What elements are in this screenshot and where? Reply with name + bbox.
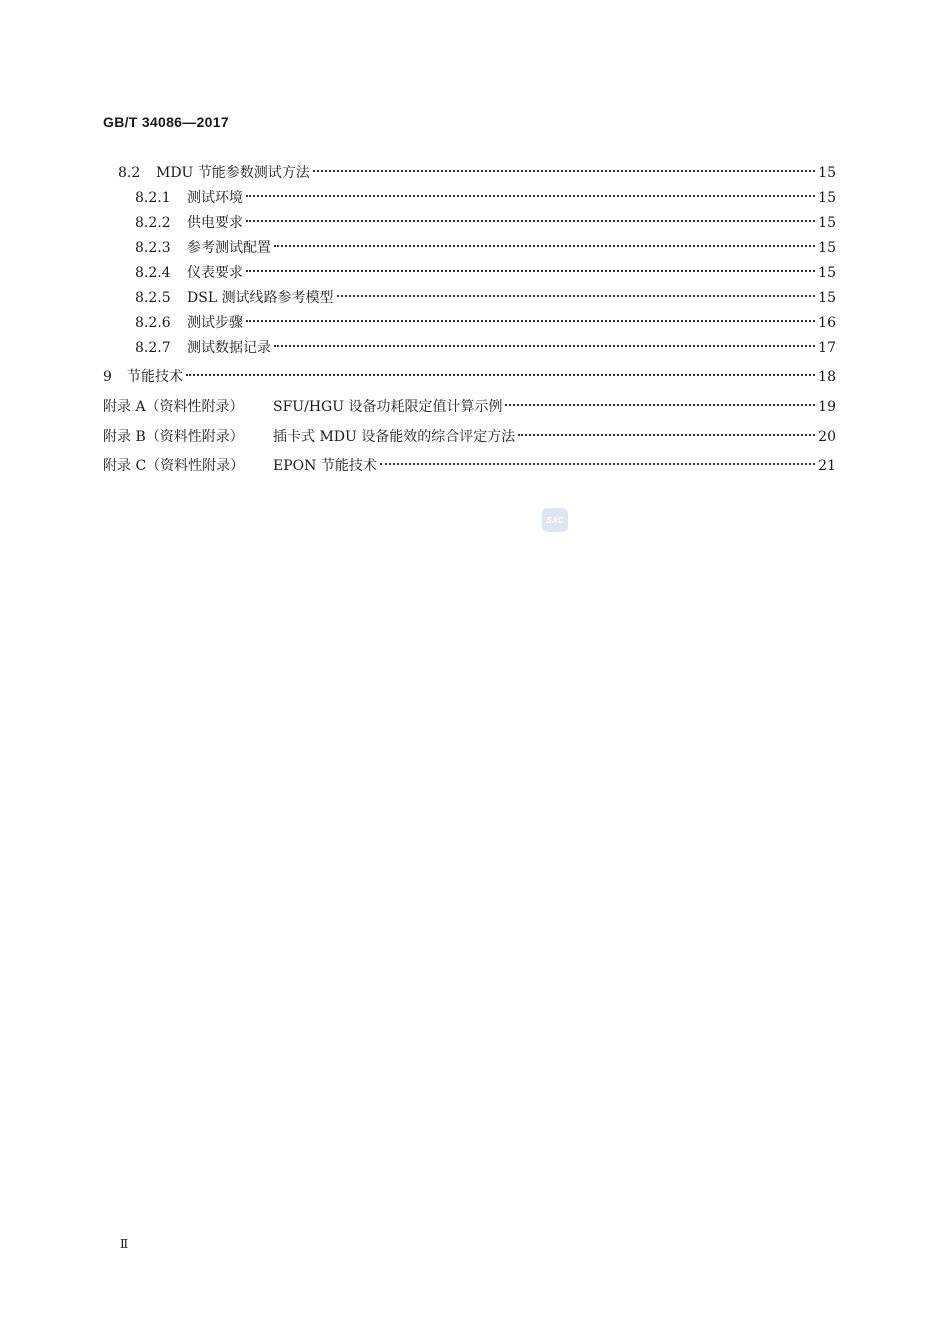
- toc-entry-page: 17: [818, 340, 836, 356]
- toc-entry-8-2-6[interactable]: [135, 307, 836, 331]
- toc-entry-8-2-3[interactable]: [135, 232, 836, 256]
- sac-logo-icon: [542, 508, 568, 532]
- toc-dot-leader: [246, 257, 815, 277]
- toc-entry-title: 测试步骤: [187, 315, 243, 331]
- toc-entry-title: 供电要求: [187, 215, 243, 231]
- toc-dot-leader: [274, 332, 815, 352]
- toc-entry-number: 8.2.2: [135, 215, 171, 231]
- toc-entry-8-2-5[interactable]: [135, 282, 836, 306]
- toc-entry-number: 8.2.7: [135, 340, 171, 356]
- toc-entry-8-2-4[interactable]: [135, 257, 836, 281]
- toc-entry-title: 测试环境: [187, 190, 243, 206]
- toc-entry-number: 9: [103, 369, 112, 385]
- toc-dot-leader: [505, 391, 815, 411]
- toc-entry-8-2-7[interactable]: [135, 332, 836, 356]
- toc-entry-page: 15: [818, 190, 836, 206]
- page-number: Ⅱ: [120, 1237, 129, 1251]
- toc-entry-number: 8.2.3: [135, 240, 171, 256]
- toc-entry-title: 仪表要求: [187, 265, 243, 281]
- toc-entry-number: 8.2.6: [135, 315, 171, 331]
- toc-entry-8-2[interactable]: [118, 157, 836, 181]
- toc-dot-leader: [313, 157, 815, 177]
- toc-entry-8-2-1[interactable]: [135, 182, 836, 206]
- toc-entry-title: EPON 节能技术: [273, 458, 377, 474]
- toc-entry-number: 8.2.5: [135, 290, 171, 306]
- toc-entry-number: 附录 B（资料性附录）: [103, 429, 244, 445]
- toc-entry-page: 19: [818, 399, 836, 415]
- toc-entry-8-2-2[interactable]: [135, 207, 836, 231]
- document-header-code: GB/T 34086—2017: [103, 114, 229, 130]
- toc-dot-leader: [380, 450, 815, 470]
- toc-dot-leader: [186, 361, 815, 381]
- toc-entry-title: 节能技术: [127, 369, 183, 385]
- toc-entry-number: 附录 C（资料性附录）: [103, 458, 245, 474]
- toc-dot-leader: [274, 232, 815, 252]
- toc-entry-page: 15: [818, 215, 836, 231]
- toc-entry-title: MDU 节能参数测试方法: [156, 165, 310, 181]
- toc-entry-number: 8.2.4: [135, 265, 171, 281]
- toc-entry-title: SFU/HGU 设备功耗限定值计算示例: [273, 399, 503, 415]
- toc-entry-page: 21: [818, 458, 836, 474]
- toc-entry-page: 15: [818, 165, 836, 181]
- toc-dot-leader: [337, 282, 815, 302]
- toc-entry-page: 15: [818, 265, 836, 281]
- toc-entry-9[interactable]: [103, 361, 836, 385]
- toc-dot-leader: [518, 421, 815, 441]
- watermark-text: SAC: [546, 515, 564, 525]
- toc-entry-page: 18: [818, 369, 836, 385]
- toc-entry-page: 20: [818, 429, 836, 445]
- toc-entry-appendix-b[interactable]: [103, 421, 836, 445]
- toc-entry-page: 16: [818, 315, 836, 331]
- toc-dot-leader: [246, 182, 815, 202]
- toc-entry-appendix-a[interactable]: [103, 391, 836, 415]
- toc-dot-leader: [246, 207, 815, 227]
- toc-entry-page: 15: [818, 240, 836, 256]
- toc-entry-title: 插卡式 MDU 设备能效的综合评定方法: [273, 429, 516, 445]
- toc-entry-title: 参考测试配置: [187, 240, 271, 256]
- toc-entry-title: 测试数据记录: [187, 340, 271, 356]
- toc-entry-appendix-c[interactable]: [103, 450, 836, 474]
- toc-entry-number: 附录 A（资料性附录）: [103, 399, 244, 415]
- toc-dot-leader: [246, 307, 815, 327]
- toc-entry-number: 8.2: [118, 165, 141, 181]
- toc-entry-title: DSL 测试线路参考模型: [187, 290, 334, 306]
- toc-entry-number: 8.2.1: [135, 190, 171, 206]
- toc-entry-page: 15: [818, 290, 836, 306]
